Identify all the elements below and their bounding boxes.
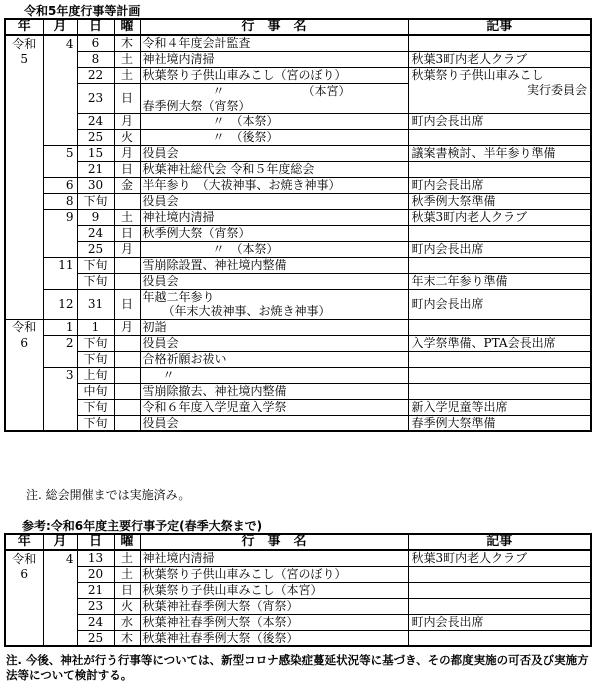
event-cell bbox=[140, 129, 408, 145]
year-cell: 6 bbox=[5, 566, 43, 582]
year-cell bbox=[5, 83, 43, 113]
month-cell: 1 bbox=[43, 319, 77, 335]
event-cell bbox=[140, 399, 408, 415]
schedule-title: 令和5年度行事等計画 bbox=[24, 4, 141, 18]
event-line: 初詣 bbox=[142, 320, 167, 334]
table-row bbox=[5, 582, 591, 598]
weekday-cell bbox=[114, 383, 140, 399]
event-cell bbox=[140, 598, 408, 614]
weekday-cell: 土 bbox=[114, 67, 140, 83]
weekday-cell: 土 bbox=[114, 51, 140, 67]
note-cell: 年末二年参り準備 bbox=[408, 273, 591, 289]
event-line: 〃 （本祭） bbox=[212, 114, 279, 128]
event-cell bbox=[140, 351, 408, 367]
weekday-cell: 土 bbox=[114, 209, 140, 225]
weekday-cell: 日 bbox=[114, 582, 140, 598]
event-cell bbox=[140, 209, 408, 225]
col-month: 月 bbox=[43, 534, 77, 550]
note-cell bbox=[408, 35, 591, 51]
col-weekday: 曜 bbox=[114, 534, 140, 550]
weekday-cell bbox=[114, 335, 140, 351]
note-cell bbox=[408, 582, 591, 598]
table-row bbox=[5, 113, 591, 129]
year-cell bbox=[5, 177, 43, 193]
weekday-cell: 日 bbox=[114, 225, 140, 241]
table-row bbox=[5, 51, 591, 67]
event-cell bbox=[140, 35, 408, 51]
month-cell: 12 bbox=[43, 289, 77, 319]
table-row bbox=[5, 193, 591, 209]
event-line: 役員会 bbox=[142, 274, 179, 288]
weekday-cell: 月 bbox=[114, 241, 140, 257]
event-cell bbox=[140, 614, 408, 630]
note-cell: 町内会長出席 bbox=[408, 289, 591, 319]
month-cell: 3 bbox=[43, 367, 77, 383]
table-row bbox=[5, 566, 591, 582]
table-row bbox=[5, 129, 591, 145]
year-cell: 令和 bbox=[5, 35, 43, 51]
note-cell bbox=[408, 598, 591, 614]
day-cell: 下旬 bbox=[77, 351, 114, 367]
month-cell: 2 bbox=[43, 335, 77, 351]
schedule-table-2024 bbox=[4, 533, 592, 647]
table-row bbox=[5, 67, 591, 83]
col-year: 年 bbox=[5, 534, 43, 550]
table-row bbox=[5, 415, 591, 431]
event-cell bbox=[140, 319, 408, 335]
col-day: 日 bbox=[77, 19, 114, 35]
year-cell bbox=[5, 129, 43, 145]
table-row bbox=[5, 161, 591, 177]
event-line: 秋葉神社総代会 令和５年度総会 bbox=[142, 162, 315, 176]
weekday-cell bbox=[114, 193, 140, 209]
weekday-cell bbox=[114, 273, 140, 289]
table-row bbox=[5, 241, 591, 257]
note-cell bbox=[408, 367, 591, 383]
note-cell: 春季例大祭準備 bbox=[408, 415, 591, 431]
event-cell bbox=[140, 550, 408, 566]
event-cell bbox=[140, 415, 408, 431]
event-line: 半年参り （大祓神事、お焼き神事） bbox=[142, 178, 341, 192]
year-cell bbox=[5, 582, 43, 598]
day-cell: 25 bbox=[77, 241, 114, 257]
event-line: 役員会 bbox=[142, 336, 179, 350]
event-cell bbox=[140, 177, 408, 193]
table-row bbox=[5, 35, 591, 51]
weekday-cell: 日 bbox=[114, 289, 140, 319]
event-line: 秋季例大祭（宵祭） bbox=[142, 226, 251, 240]
event-cell bbox=[140, 113, 408, 129]
year-cell bbox=[5, 257, 43, 273]
day-cell: 下旬 bbox=[77, 335, 114, 351]
col-month: 月 bbox=[43, 19, 77, 35]
note-cell bbox=[408, 566, 591, 582]
event-cell bbox=[140, 225, 408, 241]
table-row bbox=[5, 273, 591, 289]
weekday-cell: 土 bbox=[114, 566, 140, 582]
table-row bbox=[5, 598, 591, 614]
note-cell: 議案書検討、半年参り準備 bbox=[408, 145, 591, 161]
year-cell bbox=[5, 598, 43, 614]
year-cell bbox=[5, 614, 43, 630]
note-cell bbox=[408, 351, 591, 367]
note-cell bbox=[408, 225, 591, 241]
month-cell: 5 bbox=[43, 145, 77, 161]
year-cell bbox=[5, 415, 43, 431]
year-cell bbox=[5, 383, 43, 399]
month-cell bbox=[43, 415, 77, 431]
month-cell bbox=[43, 566, 77, 582]
day-cell: 22 bbox=[77, 67, 114, 83]
table-row bbox=[5, 630, 591, 646]
month-cell bbox=[43, 161, 77, 177]
year-cell: 5 bbox=[5, 51, 43, 67]
day-cell: 上旬 bbox=[77, 367, 114, 383]
weekday-cell: 金 bbox=[114, 177, 140, 193]
note-cell bbox=[408, 383, 591, 399]
weekday-cell: 木 bbox=[114, 630, 140, 646]
reference-title: 参考:令和6年度主要行事予定(春季大祭まで) bbox=[22, 519, 263, 533]
month-cell: 4 bbox=[43, 550, 77, 566]
event-line: 神社境内清掃 bbox=[142, 52, 215, 66]
table-row bbox=[5, 399, 591, 415]
year-cell bbox=[5, 351, 43, 367]
event-line: 秋葉祭り子供山車みこし（宮のぼり） bbox=[142, 567, 347, 581]
day-cell: 下旬 bbox=[77, 257, 114, 273]
month-cell: 11 bbox=[43, 257, 77, 273]
note-cell: 町内会長出席 bbox=[408, 241, 591, 257]
note-cell: 町内会長出席 bbox=[408, 614, 591, 630]
table-row bbox=[5, 289, 591, 319]
weekday-cell bbox=[114, 351, 140, 367]
event-line: 神社境内清掃 bbox=[142, 210, 215, 224]
event-cell bbox=[140, 273, 408, 289]
table-row bbox=[5, 83, 591, 113]
note-cell: 実行委員会 bbox=[526, 83, 587, 97]
year-cell: 令和 bbox=[5, 550, 43, 566]
note-cell: 町内会長出席 bbox=[408, 113, 591, 129]
month-cell: 6 bbox=[43, 177, 77, 193]
month-cell: 9 bbox=[43, 209, 77, 225]
note-cell: 入学祭準備、PTA会長出席 bbox=[408, 335, 591, 351]
note-cell bbox=[408, 257, 591, 273]
event-line: 秋葉神社春季例大祭（宵祭） bbox=[142, 599, 299, 613]
note-cell bbox=[408, 319, 591, 335]
weekday-cell: 月 bbox=[114, 113, 140, 129]
day-cell: 24 bbox=[77, 225, 114, 241]
schedule-table-2023 bbox=[4, 18, 592, 432]
month-cell bbox=[43, 241, 77, 257]
day-cell: 15 bbox=[77, 145, 114, 161]
year-cell bbox=[5, 241, 43, 257]
day-cell: 下旬 bbox=[77, 399, 114, 415]
year-cell bbox=[5, 67, 43, 83]
event-cell bbox=[140, 257, 408, 273]
event-line: 秋葉祭り子供山車みこし（宮のぼり） bbox=[142, 68, 347, 82]
month-cell bbox=[43, 614, 77, 630]
month-cell: 4 bbox=[43, 35, 77, 51]
month-cell bbox=[43, 351, 77, 367]
month-cell bbox=[43, 129, 77, 145]
weekday-cell: 木 bbox=[114, 35, 140, 51]
event-line: 〃 （本祭） bbox=[212, 242, 279, 256]
day-cell: 20 bbox=[77, 566, 114, 582]
event-line: 春季例大祭（宵祭） bbox=[142, 98, 251, 113]
weekday-cell bbox=[114, 415, 140, 431]
day-cell: 25 bbox=[77, 630, 114, 646]
col-note: 記事 bbox=[408, 534, 591, 550]
event-line: 〃 （本宮） bbox=[212, 83, 351, 98]
event-cell bbox=[140, 83, 408, 113]
event-line: 神社境内清掃 bbox=[142, 551, 215, 566]
note-cell: 秋葉3町内老人クラブ bbox=[408, 51, 591, 67]
weekday-cell: 日 bbox=[114, 161, 140, 177]
note-cell bbox=[408, 630, 591, 646]
note-cell: 秋葉3町内老人クラブ bbox=[408, 209, 591, 225]
event-line: 秋葉祭り子供山車みこし（本宮） bbox=[142, 583, 323, 597]
month-cell bbox=[43, 113, 77, 129]
event-cell bbox=[140, 335, 408, 351]
table-row bbox=[5, 209, 591, 225]
event-cell bbox=[140, 193, 408, 209]
event-line: 役員会 bbox=[142, 146, 179, 160]
event-cell bbox=[140, 367, 408, 383]
day-cell: 下旬 bbox=[77, 193, 114, 209]
table-row bbox=[5, 225, 591, 241]
table-row bbox=[5, 145, 591, 161]
event-cell bbox=[140, 289, 408, 319]
event-cell bbox=[140, 67, 408, 83]
day-cell: 8 bbox=[77, 51, 114, 67]
col-event: 行 事 名 bbox=[140, 534, 408, 550]
event-cell bbox=[140, 145, 408, 161]
day-cell: 下旬 bbox=[77, 415, 114, 431]
year-cell bbox=[5, 399, 43, 415]
day-cell: 24 bbox=[77, 113, 114, 129]
table-row bbox=[5, 383, 591, 399]
month-cell: 8 bbox=[43, 193, 77, 209]
year-cell bbox=[5, 113, 43, 129]
weekday-cell bbox=[114, 257, 140, 273]
weekday-cell: 火 bbox=[114, 129, 140, 145]
note-cell: 秋葉3町内老人クラブ bbox=[408, 550, 591, 566]
day-cell: 下旬 bbox=[77, 273, 114, 289]
day-cell: 13 bbox=[77, 550, 114, 566]
weekday-cell: 月 bbox=[114, 145, 140, 161]
event-line: 秋葉神社春季例大祭（後祭） bbox=[142, 630, 299, 645]
table-row bbox=[5, 367, 591, 383]
col-year: 年 bbox=[5, 19, 43, 35]
event-line: 雪崩除撤去、神社境内整備 bbox=[142, 384, 287, 398]
year-cell bbox=[5, 289, 43, 319]
note-cell bbox=[408, 129, 591, 145]
year-cell: 令和 bbox=[5, 319, 43, 335]
weekday-cell: 日 bbox=[114, 83, 140, 113]
event-line: 年越二年参り bbox=[142, 290, 215, 304]
event-line: 役員会 bbox=[142, 415, 179, 430]
event-cell bbox=[140, 241, 408, 257]
note-cell bbox=[408, 161, 591, 177]
event-line: 〃 bbox=[162, 368, 175, 382]
col-day: 日 bbox=[77, 534, 114, 550]
event-line: 役員会 bbox=[142, 194, 179, 208]
month-cell bbox=[43, 225, 77, 241]
col-note: 記事 bbox=[408, 19, 591, 35]
event-line: 秋葉神社春季例大祭（本祭） bbox=[142, 615, 299, 629]
year-cell bbox=[5, 273, 43, 289]
day-cell: 30 bbox=[77, 177, 114, 193]
note-covid: 注. 今後、神社が行う行事等については、新型コロナ感染症蔓延状況等に基づき、その都度実施の可否及び実施方法等について検討する。 bbox=[6, 653, 589, 682]
col-event: 行 事 名 bbox=[140, 19, 408, 35]
month-cell bbox=[43, 273, 77, 289]
year-cell bbox=[5, 209, 43, 225]
event-line: 合格祈願お祓い bbox=[142, 352, 227, 366]
month-cell bbox=[43, 630, 77, 646]
table-row bbox=[5, 550, 591, 566]
year-cell bbox=[5, 145, 43, 161]
weekday-cell: 月 bbox=[114, 319, 140, 335]
note-cell: 秋季例大祭準備 bbox=[408, 193, 591, 209]
year-cell bbox=[5, 193, 43, 209]
note-cell: 秋葉祭り子供山車みこし bbox=[408, 67, 591, 83]
note-cell: 新入学児童等出席 bbox=[408, 399, 591, 415]
year-cell bbox=[5, 225, 43, 241]
weekday-cell: 土 bbox=[114, 550, 140, 566]
day-cell: 1 bbox=[77, 319, 114, 335]
weekday-cell bbox=[114, 367, 140, 383]
event-cell bbox=[140, 566, 408, 582]
day-cell: 9 bbox=[77, 209, 114, 225]
weekday-cell bbox=[114, 399, 140, 415]
event-line: 令和４年度会計監査 bbox=[142, 36, 251, 51]
table-row bbox=[5, 335, 591, 351]
event-cell bbox=[140, 383, 408, 399]
table-row bbox=[5, 177, 591, 193]
table-row bbox=[5, 257, 591, 273]
day-cell: 23 bbox=[77, 83, 114, 113]
day-cell: 21 bbox=[77, 161, 114, 177]
day-cell: 21 bbox=[77, 582, 114, 598]
day-cell: 中旬 bbox=[77, 383, 114, 399]
note-completed: 注. 総会開催までは実施済み。 bbox=[26, 488, 191, 502]
day-cell: 24 bbox=[77, 614, 114, 630]
weekday-cell: 火 bbox=[114, 598, 140, 614]
month-cell bbox=[43, 83, 77, 113]
day-cell: 6 bbox=[77, 35, 114, 51]
table-row bbox=[5, 319, 591, 335]
event-line: 雪崩除設置、神社境内整備 bbox=[142, 258, 287, 272]
day-cell: 23 bbox=[77, 598, 114, 614]
year-cell bbox=[5, 367, 43, 383]
event-cell bbox=[140, 51, 408, 67]
month-cell bbox=[43, 598, 77, 614]
year-cell: 6 bbox=[5, 335, 43, 351]
table-row bbox=[5, 351, 591, 367]
day-cell: 25 bbox=[77, 129, 114, 145]
event-line: （年末大祓神事、お焼き神事） bbox=[162, 304, 331, 318]
day-cell: 31 bbox=[77, 289, 114, 319]
month-cell bbox=[43, 67, 77, 83]
event-line: 令和６年度入学児童入学祭 bbox=[142, 400, 287, 414]
weekday-cell: 水 bbox=[114, 614, 140, 630]
table-row bbox=[5, 614, 591, 630]
month-cell bbox=[43, 399, 77, 415]
event-line: 〃 （後祭） bbox=[212, 130, 279, 144]
col-weekday: 曜 bbox=[114, 19, 140, 35]
month-cell bbox=[43, 51, 77, 67]
event-cell bbox=[140, 582, 408, 598]
year-cell bbox=[5, 161, 43, 177]
note-cell: 町内会長出席 bbox=[408, 177, 591, 193]
month-cell bbox=[43, 582, 77, 598]
event-cell bbox=[140, 161, 408, 177]
month-cell bbox=[43, 383, 77, 399]
year-cell bbox=[5, 630, 43, 646]
event-cell bbox=[140, 630, 408, 646]
